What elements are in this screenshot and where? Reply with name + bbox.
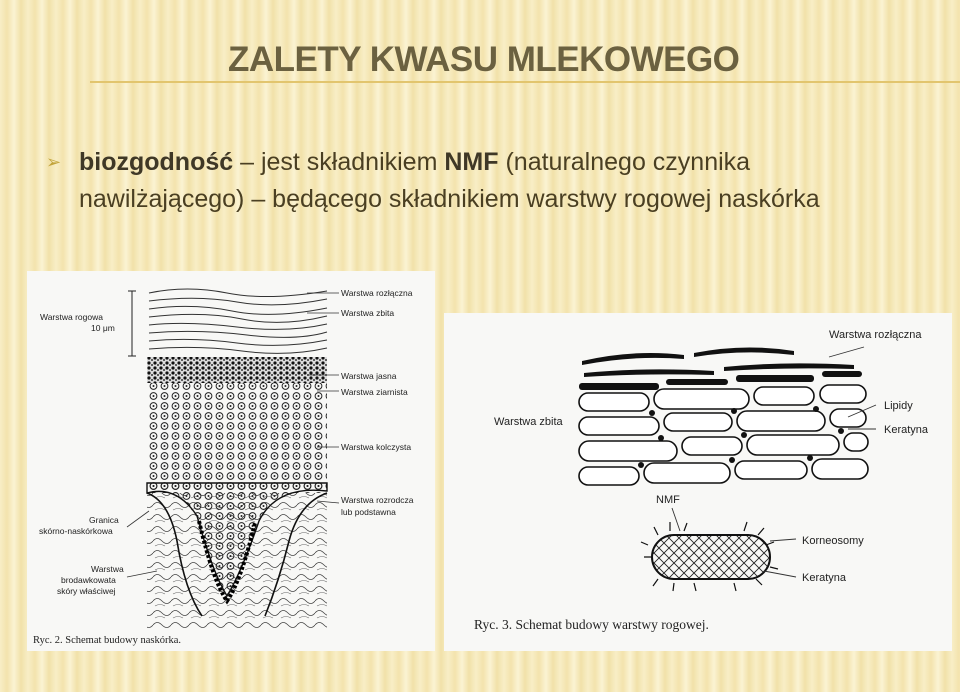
label-rozrodcza: Warstwa rozrodcza [341,495,414,505]
compact-layer-cells [579,385,868,485]
label3-lipidy: Lipidy [884,400,913,412]
label-brodawkowata-3: skóry właściwej [57,586,116,596]
bullet-arrow-icon: ➢ [46,152,62,173]
label3-zbita: Warstwa zbita [494,416,563,428]
stratum-corneum-diagram [444,313,952,651]
figure-stratum-corneum [444,313,952,651]
label3-rozlaczna: Warstwa rozłączna [829,329,922,341]
figure2-caption: Ryc. 2. Schemat budowy naskórka. [33,635,182,646]
label-warstwa-rogowa: Warstwa rogowa [40,312,103,322]
label-granica-2: skórno-naskórkowa [39,526,113,536]
bullet-text-part1: – jest składnikiem [233,148,445,176]
label-zbita: Warstwa zbita [341,308,395,318]
label-scale: 10 μm [91,323,115,333]
slide-title: ZALETY KWASU MLEKOWEGO [228,40,740,79]
granular-layer [147,357,327,383]
figure-epidermis [27,271,435,651]
label-kolczysta: Warstwa kolczysta [341,442,412,452]
label-podstawna: lub podstawna [341,507,396,517]
label-jasna: Warstwa jasna [341,371,397,381]
epidermis-diagram [27,271,435,651]
bullet-text-part2: (naturalnego czynnika nawilżającego) – będącego składnikiem warstwy rogowej naskórka [79,148,820,213]
title-underline [90,81,960,83]
figure3-caption: Ryc. 3. Schemat budowy warstwy rogowej. [474,617,709,632]
corneocyte-detail [641,522,778,591]
label-ziarnista: Warstwa ziarnista [341,387,408,397]
spinous-layer [147,383,327,493]
bullet-term: biozgodność [79,148,234,176]
stratum-corneum-lines [149,289,327,353]
bullet-nmf: NMF [444,148,499,176]
label3-nmf: NMF [656,494,680,506]
label3-keratyna: Keratyna [884,424,929,436]
bullet-text [79,144,919,218]
label-brodawkowata-2: brodawkowata [61,575,116,585]
loose-layer-flakes [579,347,862,390]
label-brodawkowata-1: Warstwa [91,564,124,574]
label-granica-1: Granica [89,515,119,525]
label3-korneosomy: Korneosomy [802,535,864,547]
label-rozlaczna: Warstwa rozłączna [341,288,413,298]
label3-keratyna2: Keratyna [802,572,847,584]
